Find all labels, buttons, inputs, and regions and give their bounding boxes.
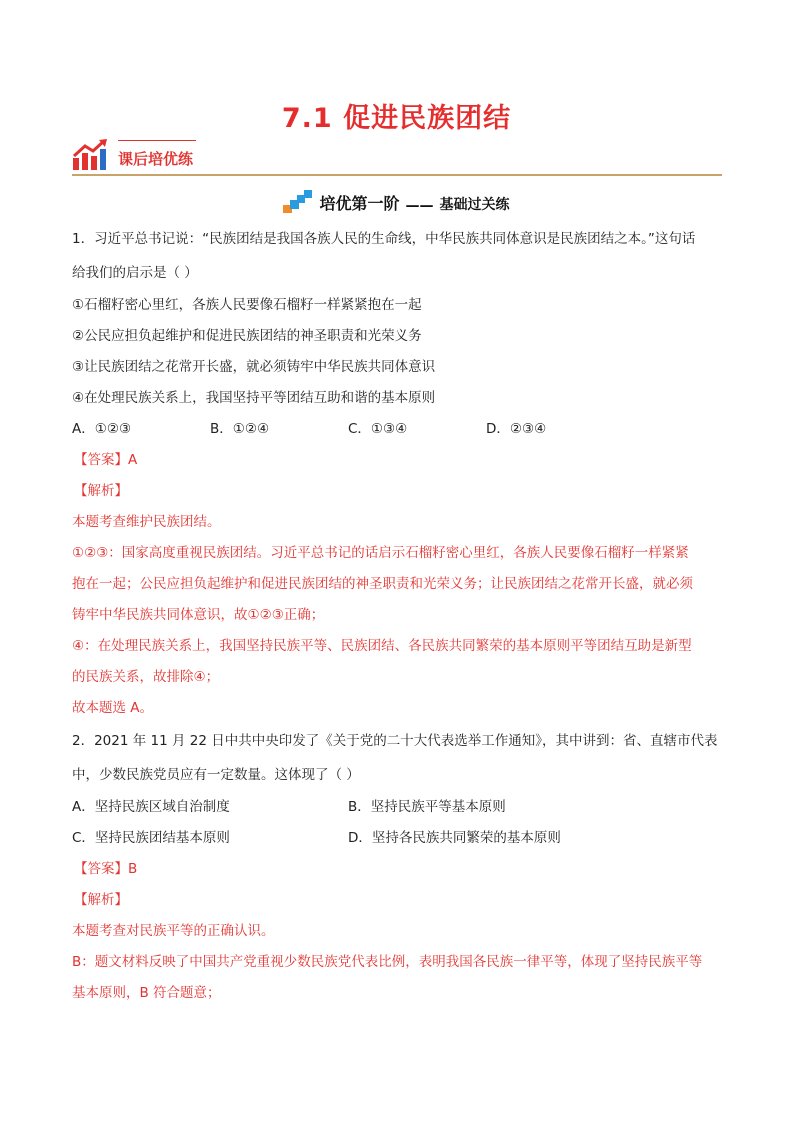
rising-chart-icon <box>72 138 110 172</box>
q2-option-b: B．坚持民族平等基本原则 <box>348 799 506 815</box>
q2-analysis-line-3: 基本原则，B 符合题意； <box>72 985 221 1001</box>
q1-analysis-label: 【解析】 <box>74 483 128 499</box>
q1-item-2: ②公民应担负起维护和促进民族团结的神圣职责和光荣义务 <box>72 328 422 344</box>
q1-options <box>72 414 722 445</box>
section-banner <box>72 138 722 178</box>
q2-analysis-line-1: 本题考查对民族平等的正确认识。 <box>72 923 275 939</box>
q1-answer: 【答案】A <box>74 452 138 468</box>
q2-analysis-label: 【解析】 <box>74 892 128 908</box>
q1-item-3: ③让民族团结之花常开长盛，就必须铸牢中华民族共同体意识 <box>72 359 436 375</box>
q2-stem-line-1: 2．2021 年 11 月 22 日中共中央印发了《关于党的二十大代表选举工作通知》，其中讲到：省、直辖市代表 <box>72 733 718 749</box>
stage-sub-label: 基础过关练 <box>439 197 510 213</box>
q1-stem-line-2: 给我们的启示是（ ） <box>72 265 198 281</box>
q2-options-row-1 <box>72 792 722 823</box>
stage-main-label: 培优第一阶 <box>319 194 400 213</box>
q2-answer: 【答案】B <box>74 861 138 877</box>
page-title: 7.1 促进民族团结 <box>281 103 512 134</box>
q2-option-a: A．坚持民族区域自治制度 <box>72 799 230 815</box>
q1-analysis-line-7: 故本题选 A。 <box>72 700 154 716</box>
question-content <box>72 222 722 1009</box>
q1-stem-line-1: 1．习近平总书记说：“民族团结是我国各族人民的生命线，中华民族共同体意识是民族团结之本。”这句话 <box>72 231 696 247</box>
q1-option-c: C．①③④ <box>348 421 408 437</box>
steps-icon <box>283 190 313 214</box>
q1-analysis-line-2: ①②③：国家高度重视民族团结。习近平总书记的话启示石榴籽密心里红，各族人民要像石榴籽一样紧紧 <box>72 545 689 561</box>
banner-divider <box>72 174 722 176</box>
q2-stem-line-2: 中，少数民族党员应有一定数量。这体现了（ ） <box>72 767 360 783</box>
q2-option-c: C．坚持民族团结基本原则 <box>72 830 230 846</box>
stage-dash: —— <box>405 198 434 214</box>
q1-item-1: ①石榴籽密心里红，各族人民要像石榴籽一样紧紧抱在一起 <box>72 297 422 313</box>
q1-analysis-line-5: ④：在处理民族关系上，我国坚持民族平等、民族团结、各民族共同繁荣的基本原则平等团结互助是新型 <box>72 638 692 654</box>
q2-options-row-2 <box>72 823 722 854</box>
q1-analysis-line-6: 的民族关系，故排除④； <box>72 669 220 685</box>
q1-option-a: A．①②③ <box>72 421 132 437</box>
stage-heading <box>0 190 793 218</box>
q1-analysis-line-4: 铸牢中华民族共同体意识，故①②③正确； <box>72 607 325 623</box>
q1-analysis-line-1: 本题考查维护民族团结。 <box>72 514 221 530</box>
q1-item-4: ④在处理民族关系上，我国坚持平等团结互助和谐的基本原则 <box>72 390 436 406</box>
banner-label: 课后培优练 <box>118 150 194 168</box>
q1-option-b: B．①②④ <box>210 421 270 437</box>
banner-top-line <box>118 140 196 141</box>
q1-analysis-line-3: 抱在一起；公民应担负起维护和促进民族团结的神圣职责和光荣义务；让民族团结之花常开长盛，就必须 <box>72 576 693 592</box>
q1-option-d: D．②③④ <box>486 421 547 437</box>
q2-option-d: D．坚持各民族共同繁荣的基本原则 <box>348 830 561 846</box>
q2-analysis-line-2: B：题文材料反映了中国共产党重视少数民族党代表比例，表明我国各民族一律平等，体现了坚持民族平等 <box>72 954 703 970</box>
